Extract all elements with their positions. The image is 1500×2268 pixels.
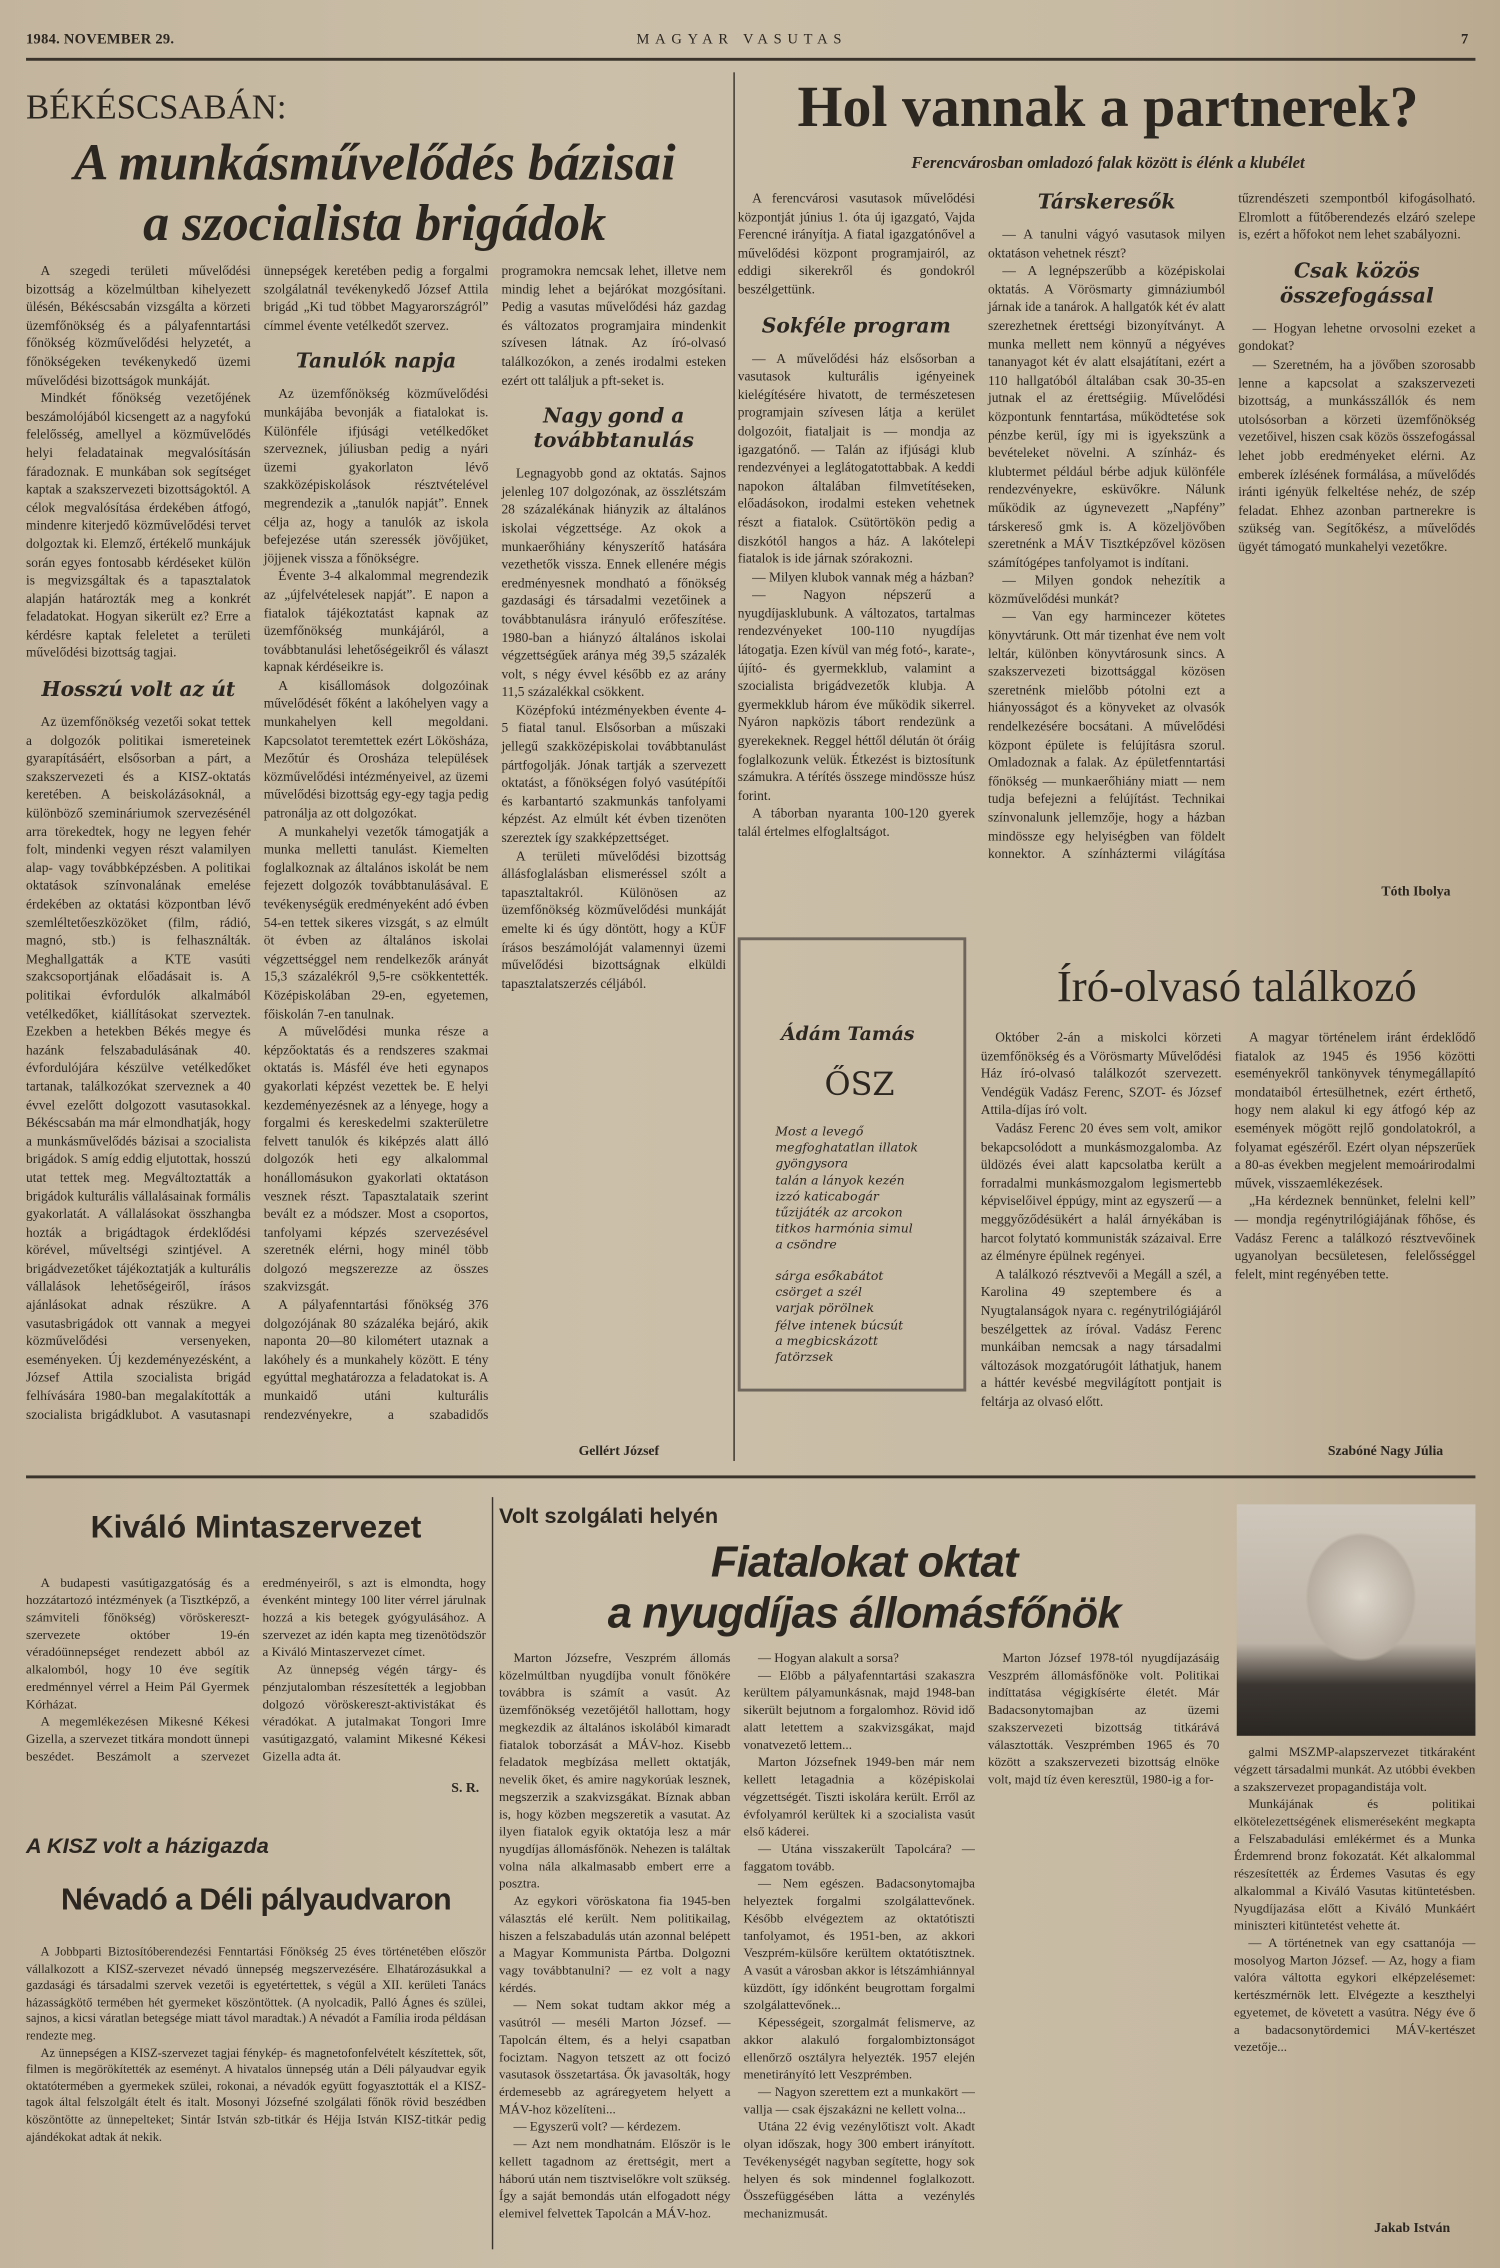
paragraph: A budapesti vasútigazgatóság és a hozzátartozó intézmények (a Tisztképző, a számviteli főnökség) vöröskereszt-szervezete október 19-én véradóünnepséget rendezett abból az alkalomból, hogy 10 éve segítik eredménnyel vérrel a Heim Pál Gyermek Kórházat. <box>26 1575 250 1712</box>
paragraph: — Milyen klubok vannak még a házban? <box>752 570 975 586</box>
author-byline: Jakab István <box>1374 2221 1451 2237</box>
paragraph: Középfokú intézményekben évente 4-5 fiatal tanul. Elsősorban a műszaki jellegű szakközépiskolai továbbtanulást pártfogolják. Jónak tartják a szervezett oktatást, a főnökségen folyó vasútépítői és karbantartó szakmunkás tanfolyami képzést. Az elmúlt két évben tizenöten szereztek így szakképzettséget. <box>501 704 727 847</box>
paragraph: Az üzemfőnökség közművelődési munkájába bevonják a fiatalokat is. Különféle ifjúsági vetélkedőket szerveznek, júliusban pedig a nyári üzemi gyakorlaton lévő szakközépiskolások résztvételével megrendezik a „tanulók napját”. Ennek célja az, hogy a tanulók az iskola befejezése után szeressék jövőjüket, jöjjenek vissza a főnökségre. <box>263 388 489 567</box>
article-body-partnerek <box>738 191 1476 877</box>
article-body-bekescsaba <box>26 263 726 1438</box>
portrait-photo <box>1237 1504 1476 1735</box>
paragraph: A pályafenntartási főnökség 376 dolgozójának 80 százaléka bejáró, akik naponta 20—80 kilométert utaznak a lakóhely és a munkahely között. E tény egyúttal meghatározza a feladatokat is. A munkaidő utáni kulturális rendezvényekre, a szabadidős programokra nemcsak lehet, illetve nem mindig lehet a bejárókat mozgósítani. Pedig a vasutas művelődési ház gazdag és változatos programjaira mindenkit szívesen látnak. Az író-olvasó találkozókon, a zenés irodalmi esteken ezért ott találjuk a pft-seket is. <box>263 264 727 1423</box>
article-body-fiatalokat <box>499 1649 1219 2235</box>
paragraph: — Hogyan alakult a sorsa? <box>757 1650 899 1665</box>
paragraph: — Utána visszakerült Tapolcára? — faggatom tovább. <box>743 1841 975 1874</box>
paragraph: A megemlékezésen Mikesné Kékesi Gizella, a szervezet titkára mondott ünnepi beszédet. Beszámolt a szervezet eredményeiről, s azt is elmondta, hogy évenként mintegy 100 liter vérrel járulnak hozzá a kis betegek gyógyulásához. A szervezet az idén kapta meg tizenötödször a Kiváló Mintaszervezet címet. <box>26 1575 487 1764</box>
article-body-fiatalokat-continued <box>1234 1743 1476 2212</box>
article-kicker: Volt szolgálati helyén <box>499 1504 719 1529</box>
paragraph: — Nem egészen. Badacsonytomajba helyeztek forgalmi szolgálattevőnek. Később elvégeztem az oktatótiszti tanfolyamot, és 1951-ben, az akkori Veszprém-külsőre kerültem oktatótisztnek. A vasút a városban akkor is létszámhiánnyal küzdött, így időnként beugrottam forgalmi szolgálattevőnek... <box>743 1876 975 2013</box>
article-headline-line2: a szocialista brigádok <box>143 193 607 252</box>
paragraph: — Nem sokat tudtam akkor még a vasútról — meséli Marton József. — Tapolcán éltem, és a helyi csapatban fociztam. Nagyon tetszett az ott focizó vasutasok összetartása. Ők javasolták, hogy érdemesebb az agráregyetem helyett a MÁV-hoz közelíteni... <box>499 1997 731 2117</box>
author-byline: Tóth Ibolya <box>1381 885 1451 900</box>
article-headline: Kiváló Mintaszervezet <box>90 1508 422 1545</box>
paragraph: A kisállomások dolgozóinak művelődését főként a lakóhelyen vagy a munkahelyen kell megoldani. Kapcsolatot teremtettek ezért Lökösháza, Mezőtúr és Orosháza települések közművelődési intézményeivel, az üzemi művelődési bizottság egy-egy tagja pedig patronálja az ott dolgozókat. <box>263 679 489 822</box>
section-rule <box>26 1475 1475 1478</box>
paragraph: Október 2-án a miskolci körzeti üzemfőnökség és a Vörösmarty Művelődési Ház író-olvasó találkozót szervezett. Vendégük Vadász Ferenc, SZOT- és József Attila-díjas író volt. <box>980 1031 1222 1119</box>
paragraph: Az ünnepségen a KISZ-szervezet tagjai fénykép- és magnetofonfelvételt készítettek, sőt, filmen is megörökítették az eseményt. A hivatalos ünnepség után a Déli pályaudvar egyik oktatótermében a gyermekek szülei, rokonai, a névadók együtt fogyasztották el a KISZ-tagok által felszolgált ételt és italt. Mosonyi Józsefné szolgálati főnök rövid beszédben köszöntötte az ünnepelteket; Sintár István szb-titkár és Héjja István KISZ-titkár pedig ajándékokat adtak át nekik. <box>26 2044 487 2144</box>
paragraph: — Nagyon szerettem ezt a munkakört — vallja — csak éjszakázni ne kellett volna... <box>743 2084 975 2117</box>
poem-author: Ádám Tamás <box>781 1024 915 1046</box>
issue-date: 1984. NOVEMBER 29. <box>26 31 175 48</box>
author-byline: S. R. <box>451 1782 480 1797</box>
article-body-mintaszervezet <box>26 1574 486 1765</box>
paragraph: — Azt nem mondhatnám. Először is le kellett tagadnom az érettségit, mert a háború után nem tisztviselőkre volt szükség. Így a saját bemondás után elfogadott négy elemivel felvettek Tapolcán a MÁV-hoz. <box>499 2136 731 2221</box>
subheading: Tanulók napja <box>295 350 457 374</box>
author-byline: Gellért József <box>578 1445 660 1460</box>
article-body-nevado <box>26 1944 486 2241</box>
paragraph: — A művelődési ház elsősorban a vasutasok kulturális igényeinek kielégítésére hivatott, de természetesen programjain szívesen látja a kerület dolgozóit, fiataljait is — mondja az igazgatónő. — Talán az ifjúsági klub rendezvényei a leglátogatottabbak. A keddi napokon általában filmvetítéseken, előadásokon, irodalmi esteken vehetnek részt a fiatalok. Csütörtökön pedig a diszkótól hangos a ház. A lakótelepi fiatalok is ide járnak szórakozni. <box>737 352 975 568</box>
subheading: Hosszú volt az út <box>41 678 236 702</box>
paragraph: Legnagyobb gond az oktatás. Sajnos jelenleg 107 dolgozónak, az összlétszám 28 százalékának hiányzik az általános iskolai végzettsége. Az okok a munkaerőhiány kényszerítő hatására vezethetők vissza. Ennek ellenére mégis eredményesnek mondható a főnökség gazdasági és társadalmi vezetőinek a továbbtanulásra irányuló erőfeszítése. 1980-ban a hiányzó általános iskolai végzettségűek aránya még 39,5 százalék volt, s négy évvel később ez az arány 11,5 százalékkal csökkent. <box>501 467 727 701</box>
paragraph: Évente 3-4 alkalommal megrendezik az „újfelvételesek napját”. E napon a fiatalok tájékoztatást kapnak az üzemfőnökség munkájáról, a továbbtanulási lehetőségeikről és választ kapnak kérdéseikre is. <box>263 570 489 676</box>
column-divider <box>492 1497 493 2249</box>
article-headline: Író-olvasó találkozó <box>1056 960 1417 1012</box>
paragraph: „Ha kérdeznek bennünket, felelni kell” — mondja regénytrilógiájának főhőse, és Vadász Ferenc a találkozó résztvevőinek ugyanolyan becsületesen, felelősséggel felelt, mint regényében tette. <box>1234 1195 1476 1283</box>
author-byline: Szabóné Nagy Júlia <box>1327 1445 1444 1460</box>
paragraph: — Előbb a pályafenntartási szakaszra kerültem pályamunkásnak, majd 1948-ban sikerült bejutnom a forgalomhoz. Rövid idő alatt letettem a szakvizsgákat, majd vonatvezető lettem... <box>743 1667 975 1752</box>
paragraph: Marton Józsefre, Veszprém állomás közelmúltban nyugdíjba vonult főnökére továbbra is számít a vasút. Az üzemfőnökség vezetőjétől hallottam, hogy megkezdik az általános iskolából kimaradt fiatalok toborzását a MÁV-hoz. Kisebb feladatok megbízása mellett oktatják, nevelik őket, és amire nagykorúak lesznek, megszerzik a szakvizsgákat. Bíznak abban is, hogy közben megszeretik a vasutat. Az ilyen fiatalok egyik oktatója lesz a már nyugdíjas állomásfőnök. Nehezen is találtak volna nála alkalmasabb embert erre a posztra. <box>499 1650 731 1891</box>
paragraph: — Szeretném, ha a jövőben szorosabb lenne a kapcsolat a szakszervezeti bizottság, a munkásszállók és nem utolsósorban a körzeti üzemfőnökség vezetőivel, hiszen csak közös összefogással lehet jobb eredményeket elérni. Az emberek ízlésének formálása, a művelődés iránti igényük felkeltése nehéz, de szép feladat. Ehhez azonban partnerekre is szükség van. Segítőkész, a művelődés ügyét támogató munkahelyi vezetőkre. <box>1238 358 1476 556</box>
paragraph: A művelődési munka része a képzőoktatás és a rendszeres szakmai oktatás is. Másfél éve heti egynapos gyakorlati képzést vezettek be. E helyi kezdeményezésnek az a lényege, hogy a forgalmi és kereskedelmi szakterületre felvett tanulók és kiképzés alatt álló dolgozók heti egy alkalommal honállomásukon gyakorlati oktatáson vesznek részt. Tapasztalataik szerint bevált ez a módszer. Most a csoportos, tanfolyami képzés szervezésével szeretnék elérni, hogy minél több dolgozó megszerezze az összes szakvizsgát. <box>263 1025 489 1296</box>
subheading: Nagy gond a továbbtanulás <box>533 405 694 453</box>
paragraph: Képességeit, szorgalmát felismerve, az akkor alakuló forgalombiztonságot ellenőrző osztályra helyezték. 1957 elején menetirányító lett Veszprémben. <box>743 2014 975 2082</box>
paragraph: — Nagyon népszerű a nyugdíjasklubunk. A változatos, tartalmas rendezvényeket 100-110 nyugdíjas látogatja. Ezen kívül van még fotó-, karate-, újító- és gyermekklub, valamint a szocialista brigádvezetők klubja. A gyermekklub három éve működik sikerrel. Nyáron napközis tábort rendezünk a gyerekeknek. Reggel héttől délután öt óráig foglalkozunk velük. Étkezést is biztosítunk számukra. A térítés összege mindössze húsz forint. <box>737 589 975 804</box>
paragraph: Az ünnepség végén tárgy- és pénzjutalomban részesítették a legjobban dolgozó vöröskereszt-aktivistákat és véradókat. A jutalmakat Tongori Imre vasútigazgató, valamint Mikesné Kékesi Gizella adta át. <box>262 1662 487 1764</box>
paragraph: A táborban nyaranta 100-120 gyerek talál értelmes elfoglaltságot. <box>737 807 975 841</box>
paragraph: A területi művelődési bizottság állásfoglalásban elismeréssel szólt a tapasztaltakról. Különösen az üzemfőnökség közművelődési munkáját emelte ki és úgy döntött, hogy a KÜF írásos beszámolóját valamennyi üzemi művelődési bizottságnak elküldi tapasztalatszerzés céljából. <box>501 849 727 992</box>
paragraph: — A történetnek van egy csattanója — mosolyog Marton József. — Az, hogy a fiam valóra váltotta egykori elképzelésemet: kertészmérnök lett. Elvégezte a keszthelyi egyetemet, de követett a vasútra. Négy éve ő a badacsonytördemici MÁV-kertészet vezetője... <box>1233 1935 1476 2055</box>
paragraph: galmi MSZMP-alapszervezet titkáraként végzett társadalmi munkát. Az utóbbi években a szakszervezet propagandistája volt. <box>1233 1744 1476 1794</box>
article-kicker: A KISZ volt a házigazda <box>26 1834 269 1859</box>
paragraph: — Milyen gondok nehezítik a közművelődési munkát? <box>987 574 1226 608</box>
paragraph: A munkahelyi vezetők támogatják a munka melletti tanulást. Kiemelten foglalkoznak az általános iskolát be nem fejezett dolgozók továbbtanulásával. E tevékenységük eredményeként adó évben 54-en tettek sikeres vizsgát, s az elmúlt öt évben az általános iskolai végzettséggel nem rendelkezők arányát 15,3 százalékról 9,5-re csökkentették. Középiskolában 29-en, egyetemen, főiskolán 7-en tanulnak. <box>263 825 489 1023</box>
poem-title: ŐSZ <box>824 1067 895 1104</box>
article-headline: Névadó a Déli pályaudvaron <box>60 1883 452 1917</box>
subheading: Sokféle program <box>761 314 951 338</box>
article-body-iro-olvaso <box>981 1030 1476 1435</box>
article-headline: A munkásművelődés bázisai <box>73 133 676 191</box>
paragraph: — A tanulni vágyó vasutasok milyen oktatáson vehetnek részt? <box>987 228 1226 262</box>
paragraph: Mindkét főnökség vezetőjének beszámolójából kicsengett az a nagyfokú felelősség, amellyel a közművelődés helyi feladatainak megvalósításán fáradoznak. E munkában sok segítséget kaptak a szakszervezeti bizottságoktól. A célok megvalósítása érdekében átfogó, mindenre kiterjedő közművelődési tervet dolgoztak ki. Elemző, értékelő munkájuk során egyes fontosabb kérdéseket külön is megvizsgáltak és a tapasztalatok alapján határozták meg a konkrét feladatokat. Hogyan sikerült ez? Erre a kérdésre kaptak feleletet a területi művelődési bizottság tagjai. <box>26 392 251 662</box>
paragraph: — Van egy harmincezer kötetes könyvtárunk. Ott már tizenhat éve nem volt leltár, különben könyvtárosunk sincs. A szakszervezeti bizottsággal közösen szeretnénk mielőbb pótolni ezt a hiányosságot és a könyveket az olvasók rendelkezésére bocsátani. A művelődési központ épülete is felújításra szorul. Omladoznak a falak. Az épületfenntartási főnökség — munkaerőhiány miatt — nem tudja befejezni a felújítást. Technikai színvonalunk jellemzője, hogy a házban mindössze egy helyiségben van földelt konnektor. A színháztermi világítása tűzrendészeti szempontból kifogásolható. Elromlott a fűtőberendezés elzáró szelepe is, ezért a hőfokot nem lehet szabályozni. <box>987 192 1476 863</box>
column-divider <box>733 72 734 1461</box>
poem-stanza: sárga esőkabátot csörget a szél varjak pörölnek félve intenek búcsút a megbicskázott fatörzsek <box>775 1270 904 1366</box>
article-headline: Hol vannak a partnerek? <box>797 73 1419 139</box>
paragraph: — Hogyan lehetne orvosolni ezeket a gondokat? <box>1238 322 1476 355</box>
masthead: MAGYAR VASUTAS <box>636 31 848 48</box>
paragraph: A találkozó résztvevői a Megáll a szél, a Karolina 49 szeptembere és a Nyugtalanságok nyara c. regénytrilógiájáról beszélgettek az íróval. Vadász Ferenc munkáiban nemcsak a nagy társadalmi változások mozgatórugóit láthatjuk, hanem a háttér kevésbé megvilágított pontjait is feltárja az olvasó előtt. <box>980 1268 1222 1411</box>
paragraph: Vadász Ferenc 20 éves sem volt, amikor bekapcsolódott a munkásmozgalomba. Az üldözés évei alatt kapcsolatba került a forradalmi munkásmozgalom legismertebb képviselőivel éppúgy, mint az egyszerű — a meggyőződésükért a halál árnyékában is harcot folytató kommunisták százaival. Erre az élményre épülnek regényei. <box>980 1122 1222 1265</box>
article-subtitle: Ferencvárosban omladozó falak között is élénk a klubélet <box>911 154 1305 173</box>
paragraph: — Egyszerű volt? — kérdezem. <box>513 2119 681 2134</box>
subheading: Társkeresők <box>1037 190 1176 215</box>
paragraph: A magyar történelem iránt érdeklődő fiatalok az 1945 és 1956 közötti eseményekről tankönyvek ténymegállapító mondataiból értesülhetnek, ezért érthető, hogy nem alakul ki egy átfogó kép az események mögött rejlő gondolatokról, a folyamat egészéről. Ezért olyan népszerűek a 80-as években megjelent memoárirodalmi művek, visszaemlékezések. <box>1234 1031 1476 1192</box>
article-kicker: BÉKÉSCSABÁN: <box>26 89 287 128</box>
header-rule <box>26 58 1475 61</box>
subheading: Csak közös összefogással <box>1279 260 1434 308</box>
article-headline-line2: a nyugdíjas állomásfőnök <box>607 1589 1121 1638</box>
paragraph: Marton József 1978-tól nyugdíjazásáig Veszprém állomásfőnöke volt. Politikai indíttatása végigkísérte életét. Már Badacsonytomajban az üzemi szakszervezeti bizottság titkárává választották. Veszprémben 1965 és 70 között a szakszervezeti bizottság elnöke volt, majd tíz éven keresztül, 1980-ig a for- <box>987 1650 1220 1787</box>
paragraph: Az egykori vöröskatona fia 1945-ben választás elé került. Nem politikailag, hiszen a felszabadulás után azonnal belépett a Magyar Kommunista Pártba. Dolgozni vagy továbbtanulni? — ez volt a nagy kérdés. <box>499 1893 731 1995</box>
paragraph: A ferencvárosi vasutasok művelődési központját június 1. óta új igazgató, Vajda Ferencné irányítja. A fiatal igazgatónővel a művelődési központ programjairól, az eddigi sikerekről és gondokról beszélgettünk. <box>737 192 975 298</box>
poem-stanza: Most a levegő megfoghatatlan illatok gyöngysora talán a lányok kezén izzó katicabogár tűzijáték az arcokon titkos harmónia simul a csöndre <box>775 1125 918 1254</box>
paragraph: Munkájának és politikai elkötelezettségének elismeréseként megkapta a Felszabadulási emlékérmet és a Munka Érdemrend bronz fokozatát. Két alkalommal részesítették az Érdemes Vasutas és egy alkalommal a Kiváló Vasutas kitüntetésben. Nyugdíjazása előtt a Kiváló Munkáért miniszteri kitüntetést vehette át. <box>1233 1796 1476 1933</box>
paragraph: Utána 22 évig vezénylőtiszt volt. Akadt olyan időszak, hogy 300 embert irányított. Tevékenységét nagyban segítette, hogy sok helyen és sok mindennel foglalkozott. Összefüggésében látta a vezénylés mechanizmusát. <box>743 2119 975 2221</box>
paragraph: Az üzemfőnökség vezetői sokat tettek a dolgozók politikai ismereteinek gyarapításáért, elsősorban a párt, a szakszervezeti és a KISZ-oktatás keretében. A beiskolázásoknál, a különböző szemináriumok szervezésénél arra törekedtek, hogy ne legyen fehér folt, mindenki vegyen részt valamilyen alap- vagy továbbképzésben. A politikai oktatások színvonalának emelése érdekében az oktatási központban lévő szemléltetőeszközöket (film, rádió, magnó, stb.) is felhasználták. Meghallgatták a KTE vasúti szakcsoportjának előadásait is. A politikai évfordulók alkalmából vetélkedőket, kiállításokat szerveztek. Ezekben a hetekben Békés megye és hazánk felszabadulásának 40. évfordulójára készülve vetélkedőket tartanak, találkozókat szerveznek a 40 évvel ezelőtt dolgozott vasutasokkal. Békéscsabán ma már elmondhatják, hogy a munkásművelődés bázisai a szocialista brigádok. S amíg eddig eljutottak, hosszú utat tettek meg. Megváltoztatták a brigádok kulturális vállalásainak formális gyakorlatát. A vállalásokat összhangba hozták a brigádtagok érdeklődési körével, műveltségi szintjével. A brigádvezetőket tájékoztatják a kulturális vállalások lehetőségeiről, írásos ajánlásokat adnak részükre. A vasutasbrigádok ott vannak a megyei közművelődési versenyeken, eseményeken. Új kezdeményezésként, a József Attila szocialista brigád felhívására 1980-ban megalakították a szocialista brigádklubot. A vasutasnapi ünnepségek keretében pedig a forgalmi szolgálatnál tevékenykedő József Attila brigád „Ki tud többet Magyarországról” címmel évente vetélkedőt szervez. <box>26 264 489 1423</box>
paragraph: A Jobbparti Biztosítóberendezési Fenntartási Főnökség 25 éves történetében először vállalkozott a KISZ-szervezet névadó ünnepség megszervezésére. Elhatározásukkal a gazdasági és társadalmi szervek vezetői is egyetértettek, s végül a XII. kerületi Tanács házasságkötő termében hét gyermeket köszöntöttek. (A nyolcadik, Palló Ágnes és szülei, sajnos, a kicsi váratlan betegsége miatt távol maradtak.) A névadót a Família iroda példásan rendezte meg. <box>26 1944 487 2043</box>
paragraph: Marton Józsefnek 1949-ben már nem kellett letagadnia a középiskolai végzettségét. Tiszti iskolára került. Erről az évfolyamról kerültek ki a szocialista vasút első káderei. <box>743 1754 975 1839</box>
page-number: 7 <box>1460 31 1469 48</box>
paragraph: — A legnépszerűbb a középiskolai oktatás. A Vörösmarty gimnáziumból járnak ide a tanárok. A hallgatók két év alatt szerezhetnek érettségi bizonyítványt. A munka mellett nem könnyű a négyéves tananyagot két év alatt elsajátítani, ezért a 110 hallgatóból általában csak 30-35-en jutnak el az érettségiig. Művelődési központunk fenntartása, működtetése sok pénzbe kerül, így mi is igyekszünk a bevételeket növelni. A színház- és klubtermet például bérbe adjuk különféle rendezvényekre, esküvőkre. Nálunk működik az úgynevezett „Napfény” társkereső gmk is. A közeljövőben szeretnénk a MÁV Tisztképzővel közösen számítógépes tanfolyamot is indítani. <box>987 264 1226 571</box>
article-headline: Fiatalokat oktat <box>710 1539 1018 1587</box>
paragraph: A szegedi területi művelődési bizottság a közelmúltban kihelyezett ülésén, Békéscsabán vizsgálta a körzeti üzemfőnökség és a pályafenntartási főnökség közművelődési helyzetét, a főnökségeken tevékenykedő üzemi művelődési bizottságok munkáját. <box>26 264 251 389</box>
poem-box <box>738 937 967 1391</box>
